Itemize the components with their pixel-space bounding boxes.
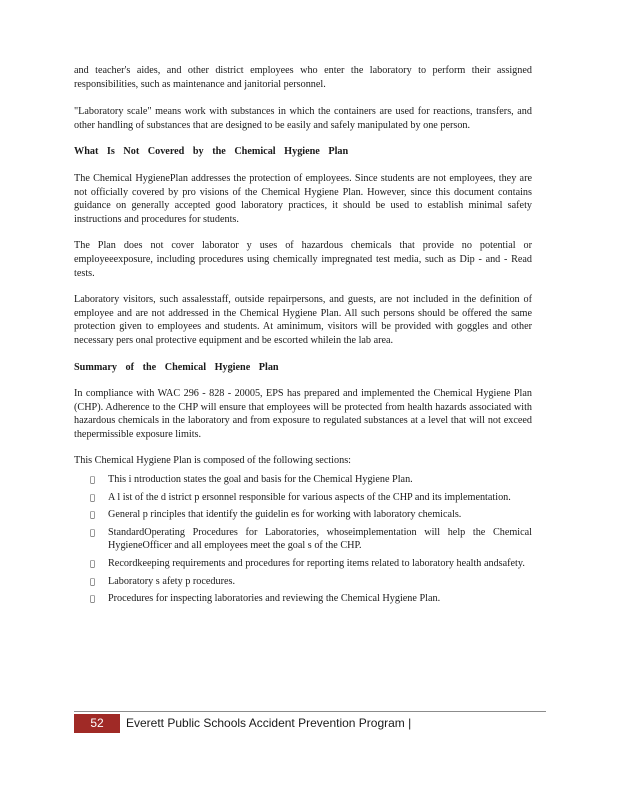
- bullet-icon: [90, 473, 95, 487]
- list-item: [74, 491, 532, 505]
- list-item-text: Recordkeeping requirements and procedures for reporting items related to laboratory health andsafety.: [108, 558, 525, 570]
- list-item-text: Procedures for inspecting laboratories and reviewing the Chemical Hygiene Plan.: [108, 593, 441, 605]
- list-item-text: This i ntroduction states the goal and basis for the Chemical Hygiene Plan.: [108, 474, 413, 486]
- heading-summary: Summary of the Chemical Hygiene Plan: [74, 361, 279, 373]
- bullet-icon: [90, 575, 95, 589]
- list-item-text: Laboratory s afety p rocedures.: [108, 575, 236, 587]
- list-item: [74, 557, 532, 571]
- list-item: [74, 575, 532, 589]
- list-item-text: A l ist of the d istrict p ersonnel responsible for various aspects of the CHP and its implementation.: [108, 491, 511, 503]
- paragraph-visitors: Laboratory visitors, such assalesstaff, outside repairpersons, and guests, are not included in the definition of employee and are not addressed in the Chemical Hygiene Plan. All such persons should be offered the same protection given to employees and students. At aminimum, visitors will be provided with goggles and other necessary pers onal protective equipment and be escorted whilein the lab area.: [74, 294, 532, 346]
- list-item: [74, 592, 532, 606]
- page-number-badge: 52: [74, 714, 120, 733]
- list-item: [74, 508, 532, 522]
- list-item-text: StandardOperating Procedures for Laboratories, whoseimplementation will help the Chemical HygieneOfficer and all employees meet the goal s of the CHP.: [108, 526, 532, 552]
- bullet-icon: [90, 526, 95, 540]
- list-item: [74, 526, 532, 553]
- bullet-icon: [90, 557, 95, 571]
- paragraph-not-cover: The Plan does not cover laborator y uses of hazardous chemicals that provide no potential or employeeexposure, including procedures using chemically impregnated test media, such as Dip - and - Read tests.: [74, 240, 532, 279]
- list-item: [74, 473, 532, 487]
- bullet-icon: [90, 508, 95, 522]
- bullet-icon: [90, 491, 95, 505]
- paragraph-sections-intro: This Chemical Hygiene Plan is composed of the following sections:: [74, 455, 351, 467]
- footer-title: Everett Public Schools Accident Prevention Program |: [126, 716, 412, 730]
- list-item-text: General p rinciples that identify the guidelin es for working with laboratory chemicals.: [108, 509, 462, 521]
- paragraph-laboratory-scale: "Laboratory scale" means work with substances in which the containers are used for reactions, transfers, and other handling of substances that are designed to be easily and safely manipulated by one person.: [74, 106, 532, 131]
- bullet-icon: [90, 592, 95, 606]
- page-content: [74, 64, 532, 610]
- paragraph-employee-definition: and teacher's aides, and other district employees who enter the laboratory to perform their assigned responsibilities, such as maintenance and janitorial personnel.: [74, 65, 532, 90]
- sections-list: [74, 473, 532, 606]
- paragraph-compliance: In compliance with WAC 296 - 828 - 20005, EPS has prepared and implemented the Chemical Hygiene Plan (CHP). Adherence to the CHP will ensure that employees will be protected from health hazards associated with hazardous chemicals in the laboratory and from exposure to regulated substances at a level that will not exceed thepermissible exposure limits.: [74, 388, 532, 440]
- paragraph-students: The Chemical HygienePlan addresses the protection of employees. Since students are not employees, they are not officially covered by pro visions of the Chemical Hygiene Plan. However, since this document contains guidance on generally accepted good laboratory practices, it should be used to establish minimal safety instructions and procedures for students.: [74, 172, 532, 225]
- page-footer: [74, 711, 546, 734]
- heading-not-covered: What Is Not Covered by the Chemical Hygiene Plan: [74, 146, 349, 158]
